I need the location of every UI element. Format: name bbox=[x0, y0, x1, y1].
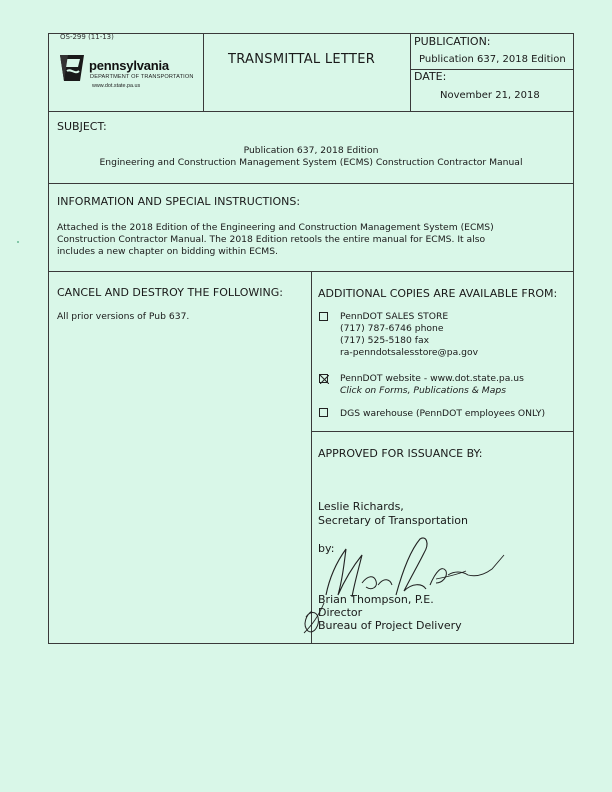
checked-x-icon bbox=[320, 375, 329, 384]
sales-store-phone: (717) 787-6746 phone bbox=[340, 323, 444, 334]
stray-mark bbox=[17, 241, 19, 243]
by-label: by: bbox=[318, 542, 335, 555]
information-label: INFORMATION AND SPECIAL INSTRUCTIONS: bbox=[57, 195, 301, 208]
cancel-text: All prior versions of Pub 637. bbox=[57, 311, 190, 322]
date-value: November 21, 2018 bbox=[440, 90, 540, 101]
logo-wordmark: pennsylvania bbox=[89, 58, 169, 73]
subject-bottom-rule bbox=[48, 183, 574, 184]
signer-bureau: Bureau of Project Delivery bbox=[318, 619, 462, 632]
website-line-1: PennDOT website - www.dot.state.pa.us bbox=[340, 373, 524, 384]
sales-store-email: ra-penndotsalesstore@pa.gov bbox=[340, 347, 479, 358]
signer-title: Director bbox=[318, 606, 363, 619]
document-title: TRANSMITTAL LETTER bbox=[228, 52, 376, 67]
approval-label: APPROVED FOR ISSUANCE BY: bbox=[318, 447, 483, 460]
subject-line-1: Publication 637, 2018 Edition bbox=[243, 145, 379, 156]
subject-label: SUBJECT: bbox=[57, 120, 107, 133]
header-bottom-rule bbox=[48, 111, 574, 112]
header-divider-left bbox=[203, 33, 204, 112]
publication-value: Publication 637, 2018 Edition bbox=[419, 54, 566, 65]
approver-title: Secretary of Transportation bbox=[318, 514, 468, 527]
information-line-2: Construction Contractor Manual. The 2018 Edition retools the entire manual for ECMS. It also bbox=[57, 234, 486, 245]
website-checkbox[interactable] bbox=[319, 374, 328, 383]
sales-store-name: PennDOT SALES STORE bbox=[340, 311, 449, 322]
dgs-line: DGS warehouse (PennDOT employees ONLY) bbox=[340, 408, 546, 419]
information-line-3: includes a new chapter on bidding within ECMS. bbox=[57, 246, 278, 257]
dgs-checkbox[interactable] bbox=[319, 408, 328, 417]
subject-line-2: Engineering and Construction Management System (ECMS) Construction Contractor Manual bbox=[99, 157, 523, 168]
approval-top-rule bbox=[311, 431, 574, 432]
approver-name: Leslie Richards, bbox=[318, 500, 404, 513]
cancel-label: CANCEL AND DESTROY THE FOLLOWING: bbox=[57, 286, 283, 299]
sales-store-checkbox[interactable] bbox=[319, 312, 328, 321]
logo-url: www.dot.state.pa.us bbox=[92, 83, 141, 89]
signer-name: Brian Thompson, P.E. bbox=[318, 593, 434, 606]
additional-label: ADDITIONAL COPIES ARE AVAILABLE FROM: bbox=[318, 287, 558, 300]
form-number: OS-299 (11-13) bbox=[60, 33, 114, 41]
logo-department: DEPARTMENT OF TRANSPORTATION bbox=[90, 74, 194, 80]
website-line-2: Click on Forms, Publications & Maps bbox=[340, 385, 506, 396]
sales-store-fax: (717) 525-5180 fax bbox=[340, 335, 430, 346]
publication-label: PUBLICATION: bbox=[414, 35, 491, 48]
information-line-1: Attached is the 2018 Edition of the Engineering and Construction Management System (ECMS) bbox=[57, 222, 494, 233]
header-divider-right bbox=[410, 33, 411, 112]
date-label: DATE: bbox=[414, 70, 447, 83]
